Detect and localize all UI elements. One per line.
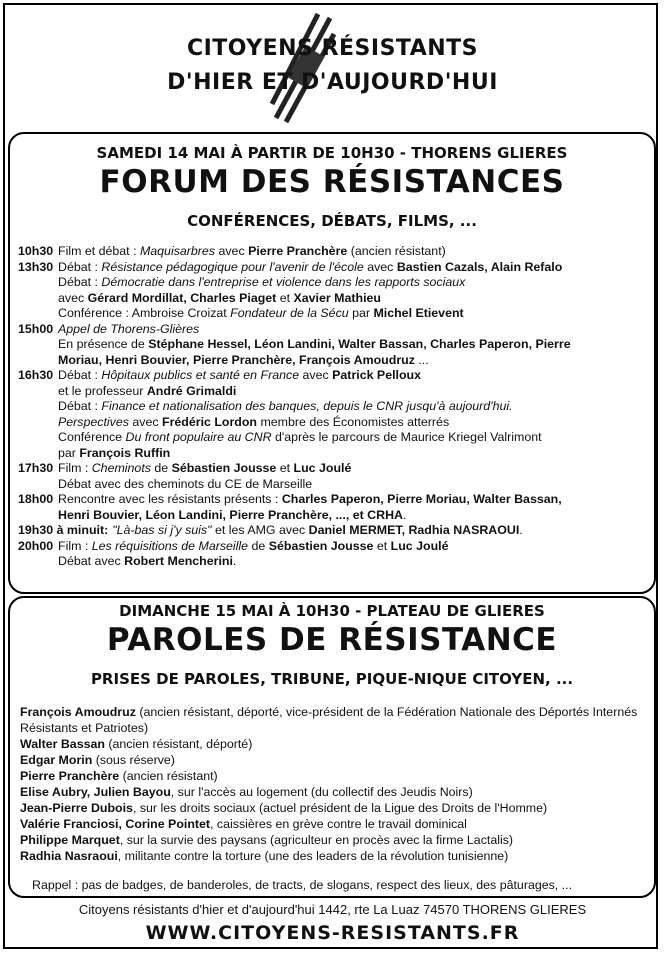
footer-address: Citoyens résistants d'hier et d'aujourd'hui 1442, rte La Luaz 74570 THORENS GLIERES <box>78 902 587 917</box>
program-line: Débat avec Robert Mencherini. <box>58 554 237 568</box>
reminder-note: Rappel : pas de badges, de banderoles, de tracts, de slogans, respect des lieux, des pâturages, ... <box>32 878 573 892</box>
program-line: Débat : Finance et nationalisation des banques, depuis le CNR jusqu'à aujourd'hui. <box>58 399 513 413</box>
sunday-title: PAROLES DE RÉSISTANCE <box>106 622 558 658</box>
program-item: 17h30 Film : Cheminots de Sébastien Jousse et Luc Joulé <box>18 461 352 475</box>
program-line: Perspectives avec Frédéric Lordon membre des Économistes atterrés <box>58 414 450 429</box>
program-line: Débat avec des cheminots du CE de Marseille <box>58 476 313 491</box>
program-line: En présence de Stéphane Hessel, Léon Landini, Walter Bassan, Charles Paperon, Pierre <box>58 337 571 351</box>
speaker-item: Walter Bassan (ancien résistant, déporté) <box>20 737 253 751</box>
speaker-item: Philippe Marquet, sur la survie des paysans (agriculteur en procès avec la firme Lactalis) <box>20 833 514 847</box>
program-item: 16h30 Débat : Hôpitaux publics et santé en France avec Patrick Pelloux <box>18 368 421 382</box>
program-line: Henri Bouvier, Léon Landini, Pierre Pranchère, ..., et CRHA. <box>58 507 407 522</box>
saturday-subtitle: CONFÉRENCES, DÉBATS, FILMS, ... <box>187 212 477 230</box>
program-item: 13h30 Débat : Résistance pédagogique pour l'avenir de l'école avec Bastien Cazals, Alain Refalo <box>18 259 563 274</box>
sunday-date: DIMANCHE 15 MAI À 10H30 - PLATEAU DE GLIERES <box>119 602 545 620</box>
header-line-2: D'HIER ET D'AUJOURD'HUI <box>167 70 498 95</box>
saturday-title: FORUM DES RÉSISTANCES <box>99 164 565 200</box>
decorative-graphic <box>268 8 338 128</box>
sunday-subtitle: PRISES DE PAROLES, TRIBUNE, PIQUE-NIQUE CITOYEN, ... <box>90 670 574 688</box>
program-item: 18h00 Rencontre avec les résistants présents : Charles Paperon, Pierre Moriau, Walter Bassan, <box>18 492 562 506</box>
speaker-item: Jean-Pierre Dubois, sur les droits sociaux (actuel président de la Ligue des Droits de l'Homme) <box>20 801 548 815</box>
program-line: et le professeur André Grimaldi <box>58 383 237 398</box>
header-line-1: CITOYENS RÉSISTANTS <box>186 36 479 61</box>
footer-website[interactable]: WWW.CITOYENS-RESISTANTS.FR <box>145 922 520 944</box>
program-item: 15h00 Appel de Thorens-Glières <box>18 321 200 336</box>
saturday-date: SAMEDI 14 MAI À PARTIR DE 10H30 - THORENS GLIERES <box>96 144 568 162</box>
speaker-list <box>20 704 650 864</box>
program-line: par François Ruffin <box>58 445 171 460</box>
speaker-item: Radhia Nasraoui, militante contre la torture (une des leaders de la révolution tunisienne) <box>20 849 509 863</box>
speaker-item: Edgar Morin (sous réserve) <box>20 753 175 767</box>
program-line: avec Gérard Mordillat, Charles Piaget et Xavier Mathieu <box>58 290 381 305</box>
speaker-item: François Amoudruz (ancien résistant, déporté, vice-président de la Fédération Nationale des Déportés Internés Résistants et Patriotes) <box>20 705 638 735</box>
saturday-program <box>18 244 650 570</box>
speaker-item: Elise Aubry, Julien Bayou, sur l'accès au logement (du collectif des Jeudis Noirs) <box>20 785 473 799</box>
program-line: Conférence Du front populaire au CNR d'après le parcours de Maurice Kriegel Valrimont <box>58 430 542 444</box>
speaker-item: Valérie Franciosi, Corine Pointet, caissières en grève contre le travail dominical <box>20 817 467 831</box>
saturday-section <box>8 132 656 594</box>
program-item: 10h30 Film et débat : Maquisarbres avec Pierre Pranchère (ancien résistant) <box>18 244 446 258</box>
program-item: 19h30 à minuit: "Là-bas si j'y suis" et les AMG avec Daniel MERMET, Radhia NASRAOUI. <box>18 523 523 537</box>
program-line: Débat : Démocratie dans l'entreprise et violence dans les rapports sociaux <box>58 275 466 289</box>
program-line: Conférence : Ambroise Croizat Fondateur de la Sécu par Michel Etievent <box>58 306 464 320</box>
program-line: Moriau, Henri Bouvier, Pierre Pranchère, François Amoudruz ... <box>58 352 429 367</box>
speaker-item: Pierre Pranchère (ancien résistant) <box>20 769 218 783</box>
program-item: 20h00 Film : Les réquisitions de Marseille de Sébastien Jousse et Luc Joulé <box>18 538 449 553</box>
sunday-section <box>8 596 656 898</box>
